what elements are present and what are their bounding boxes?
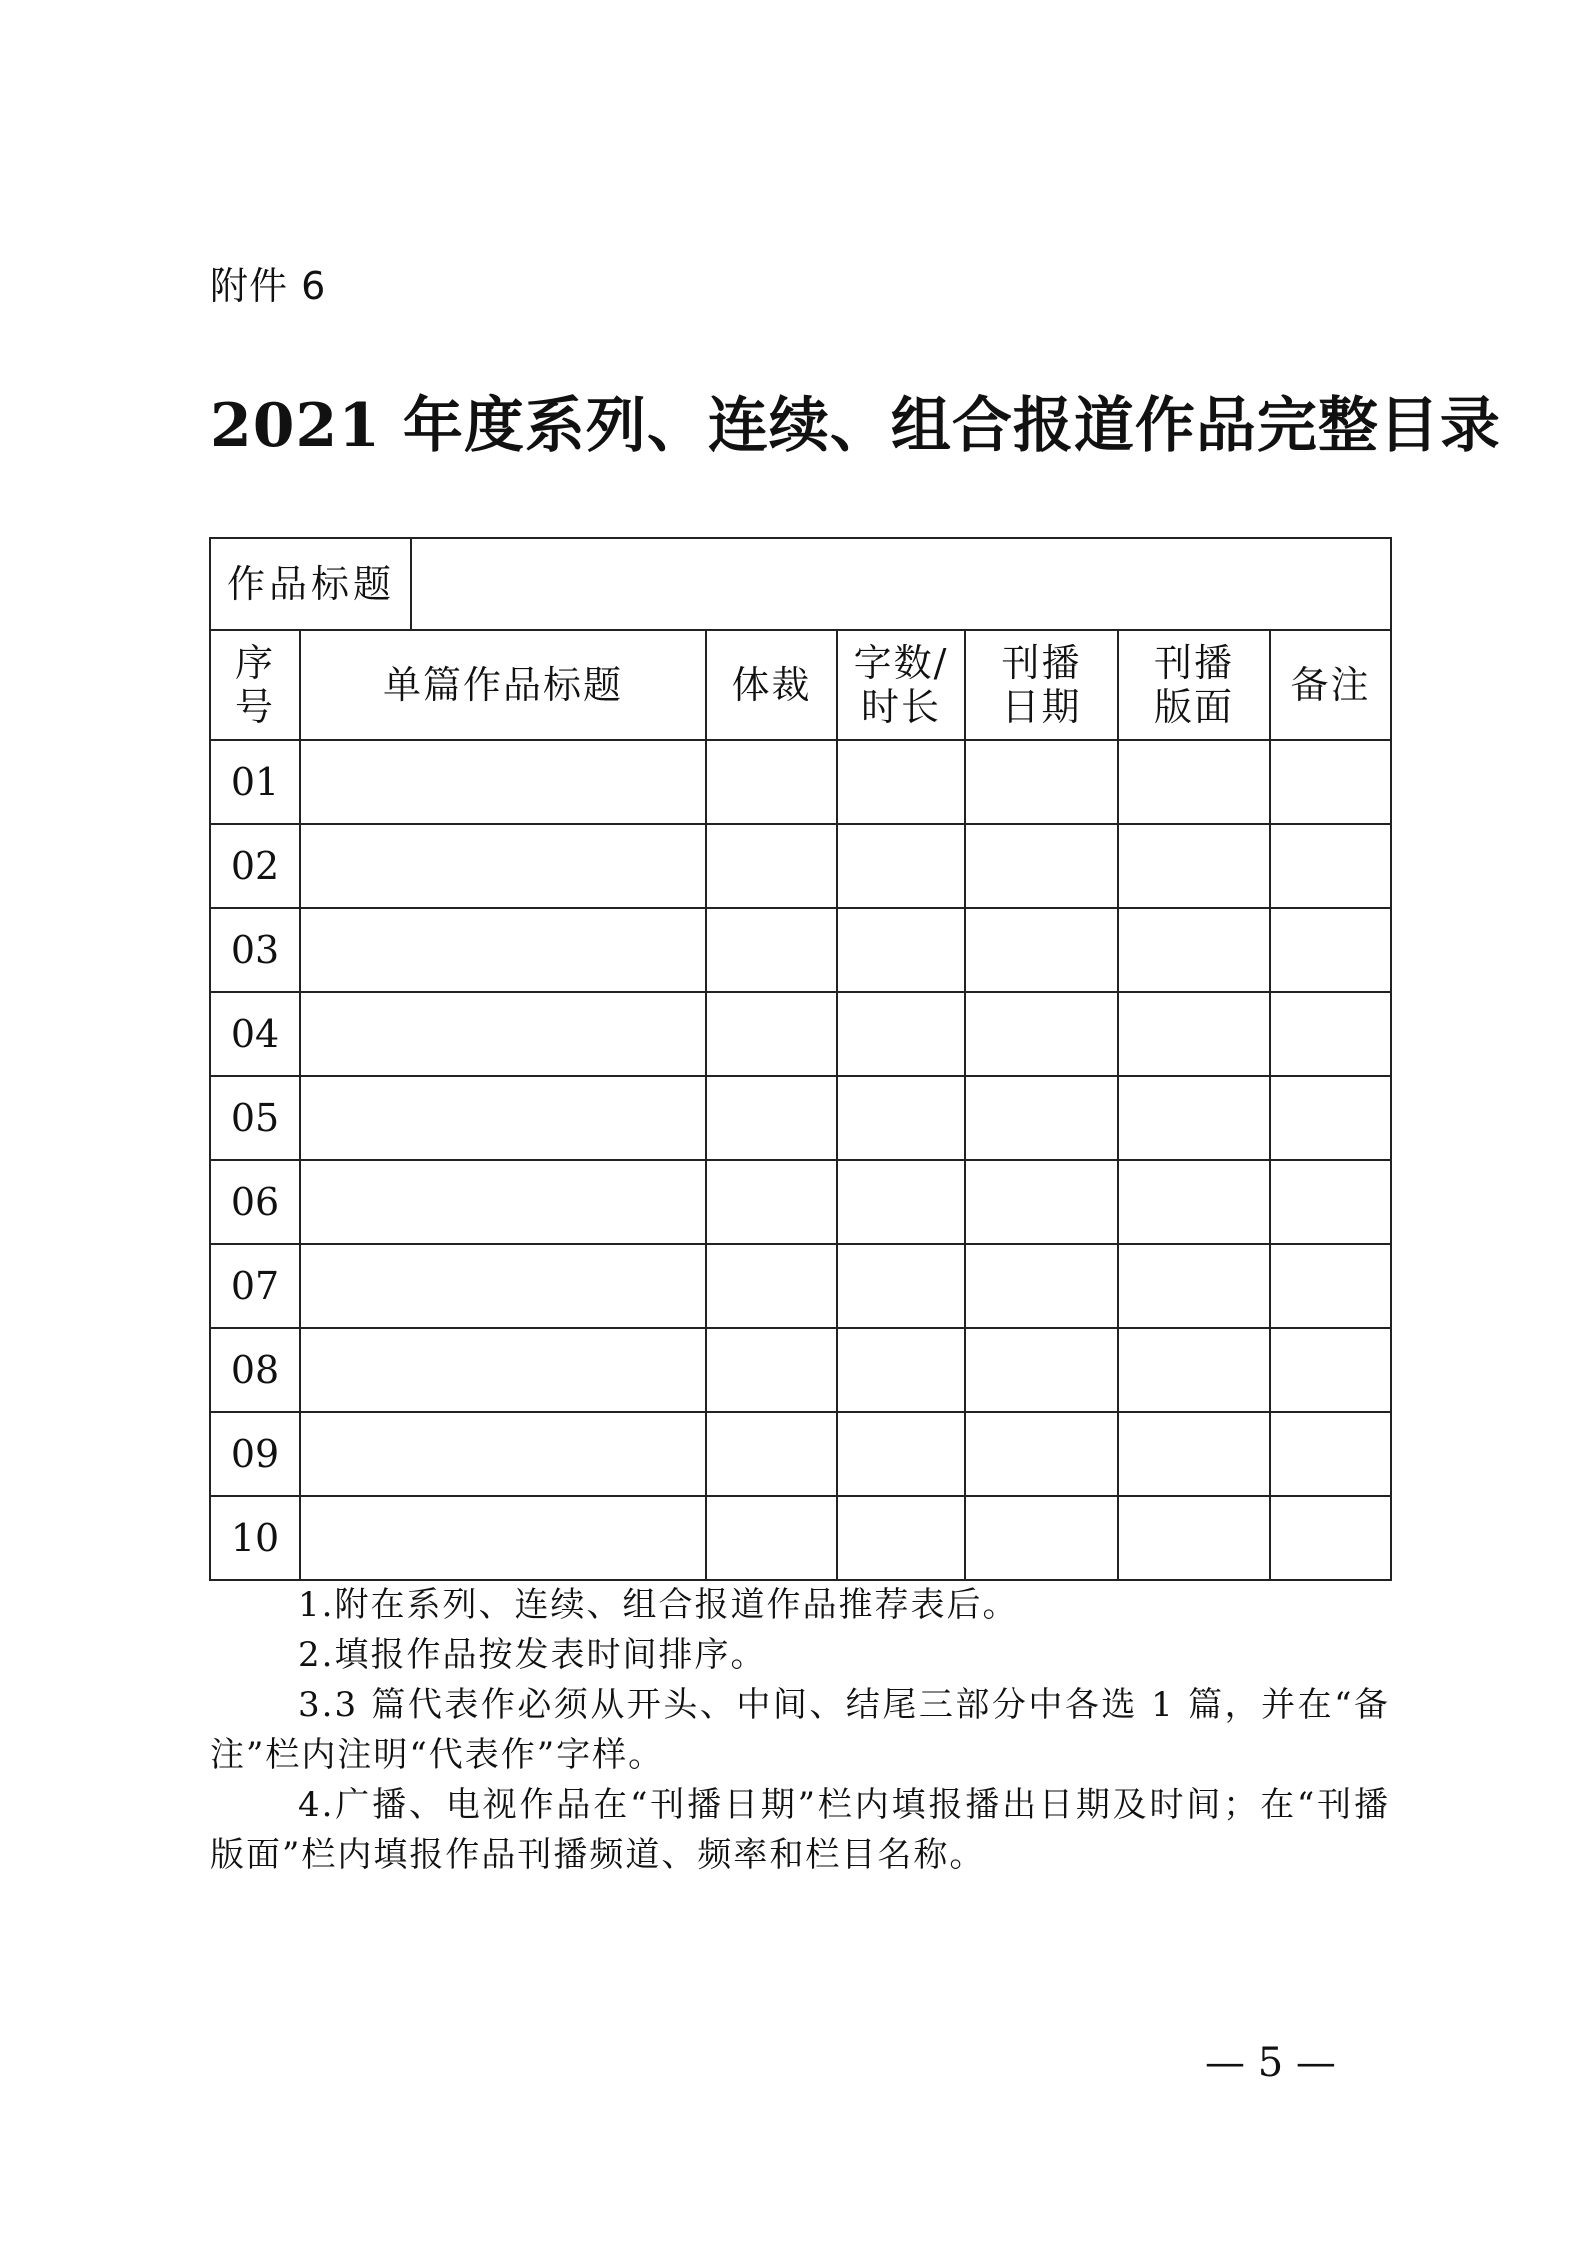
row-page-cell[interactable] [1118,1244,1270,1328]
row-seq-number: 04 [210,992,300,1076]
row-remarks-cell[interactable] [1270,1076,1391,1160]
row-length-cell[interactable] [837,1328,965,1412]
header-length-line1: 字数/ [853,641,949,685]
row-genre-cell[interactable] [706,1160,837,1244]
row-single-title-cell[interactable] [300,1496,706,1580]
row-seq-number: 01 [210,740,300,824]
row-page-cell[interactable] [1118,1328,1270,1412]
table-row [210,1412,1391,1496]
row-seq-number: 03 [210,908,300,992]
note-2: 2.填报作品按发表时间排序。 [298,1635,767,1675]
row-seq-number: 06 [210,1160,300,1244]
row-genre-cell[interactable] [706,908,837,992]
row-length-cell[interactable] [837,1244,965,1328]
row-page-cell[interactable] [1118,1496,1270,1580]
row-seq-number: 05 [210,1076,300,1160]
work-title-field[interactable] [411,538,1391,630]
table-row [210,908,1391,992]
row-single-title-cell[interactable] [300,1244,706,1328]
row-date-cell[interactable] [965,1160,1118,1244]
works-directory-table [209,537,1392,1581]
row-remarks-cell[interactable] [1270,1412,1391,1496]
table-row [210,1244,1391,1328]
header-date-line1: 刊播 [1001,641,1082,685]
note-4: 4.广播、电视作品在“刊播日期”栏内填报播出日期及时间；在“刊播版面”栏内填报作品刊播频道、频率和栏目名称。 [210,1785,1390,1875]
header-seq-line2: 号 [234,685,275,729]
work-title-row [210,538,1391,630]
row-single-title-cell[interactable] [300,1076,706,1160]
document-title: 2021 年度系列、连续、组合报道作品完整目录 [210,391,1501,461]
row-page-cell[interactable] [1118,908,1270,992]
row-page-cell[interactable] [1118,824,1270,908]
row-length-cell[interactable] [837,992,965,1076]
row-length-cell[interactable] [837,824,965,908]
row-seq-number: 07 [210,1244,300,1328]
row-remarks-cell[interactable] [1270,908,1391,992]
header-length-line2: 时长 [861,685,942,729]
row-single-title-cell[interactable] [300,740,706,824]
row-length-cell[interactable] [837,1412,965,1496]
row-single-title-cell[interactable] [300,908,706,992]
row-page-cell[interactable] [1118,1076,1270,1160]
row-page-cell[interactable] [1118,1412,1270,1496]
table-row [210,992,1391,1076]
row-remarks-cell[interactable] [1270,1328,1391,1412]
row-length-cell[interactable] [837,1496,965,1580]
row-date-cell[interactable] [965,1076,1118,1160]
row-genre-cell[interactable] [706,1328,837,1412]
row-page-cell[interactable] [1118,1160,1270,1244]
attachment-label: 附件 6 [210,264,327,308]
row-remarks-cell[interactable] [1270,1160,1391,1244]
note-3: 3.3 篇代表作必须从开头、中间、结尾三部分中各选 1 篇，并在“备注”栏内注明“代表作”字样。 [210,1685,1390,1775]
table-row [210,824,1391,908]
note-1: 1.附在系列、连续、组合报道作品推荐表后。 [298,1585,1019,1625]
header-page-line1: 刊播 [1154,641,1235,685]
header-page-line2: 版面 [1154,685,1235,729]
header-date [965,630,1118,740]
row-length-cell[interactable] [837,908,965,992]
row-length-cell[interactable] [837,1076,965,1160]
header-single-title: 单篇作品标题 [300,630,706,740]
row-seq-number: 10 [210,1496,300,1580]
table-row [210,1076,1391,1160]
header-genre: 体裁 [706,630,837,740]
row-genre-cell[interactable] [706,992,837,1076]
row-genre-cell[interactable] [706,1244,837,1328]
row-single-title-cell[interactable] [300,1328,706,1412]
row-genre-cell[interactable] [706,824,837,908]
row-length-cell[interactable] [837,740,965,824]
table-row [210,1496,1391,1580]
table-body [210,740,1391,1580]
row-date-cell[interactable] [965,824,1118,908]
table-row [210,1160,1391,1244]
table-header-row [210,630,1391,740]
table-row [210,740,1391,824]
row-length-cell[interactable] [837,1160,965,1244]
header-seq-line1: 序 [234,641,275,685]
row-remarks-cell[interactable] [1270,992,1391,1076]
row-genre-cell[interactable] [706,740,837,824]
row-date-cell[interactable] [965,1496,1118,1580]
row-genre-cell[interactable] [706,1412,837,1496]
header-date-line2: 日期 [1001,685,1082,729]
work-title-label: 作品标题 [210,538,411,630]
header-page [1118,630,1270,740]
row-seq-number: 02 [210,824,300,908]
header-seq [210,630,300,740]
row-date-cell[interactable] [965,992,1118,1076]
row-seq-number: 09 [210,1412,300,1496]
row-remarks-cell[interactable] [1270,824,1391,908]
row-remarks-cell[interactable] [1270,1244,1391,1328]
row-date-cell[interactable] [965,1328,1118,1412]
row-single-title-cell[interactable] [300,1160,706,1244]
row-single-title-cell[interactable] [300,824,706,908]
header-length [837,630,965,740]
row-date-cell[interactable] [965,908,1118,992]
notes-section [210,1580,1390,1880]
row-date-cell[interactable] [965,1244,1118,1328]
row-genre-cell[interactable] [706,1496,837,1580]
row-date-cell[interactable] [965,1412,1118,1496]
table-row [210,1328,1391,1412]
row-page-cell[interactable] [1118,740,1270,824]
row-genre-cell[interactable] [706,1076,837,1160]
row-single-title-cell[interactable] [300,1412,706,1496]
row-remarks-cell[interactable] [1270,740,1391,824]
row-remarks-cell[interactable] [1270,1496,1391,1580]
header-remarks: 备注 [1270,630,1391,740]
row-seq-number: 08 [210,1328,300,1412]
row-single-title-cell[interactable] [300,992,706,1076]
page-number: — 5 — [1205,2040,1336,2086]
row-page-cell[interactable] [1118,992,1270,1076]
row-date-cell[interactable] [965,740,1118,824]
